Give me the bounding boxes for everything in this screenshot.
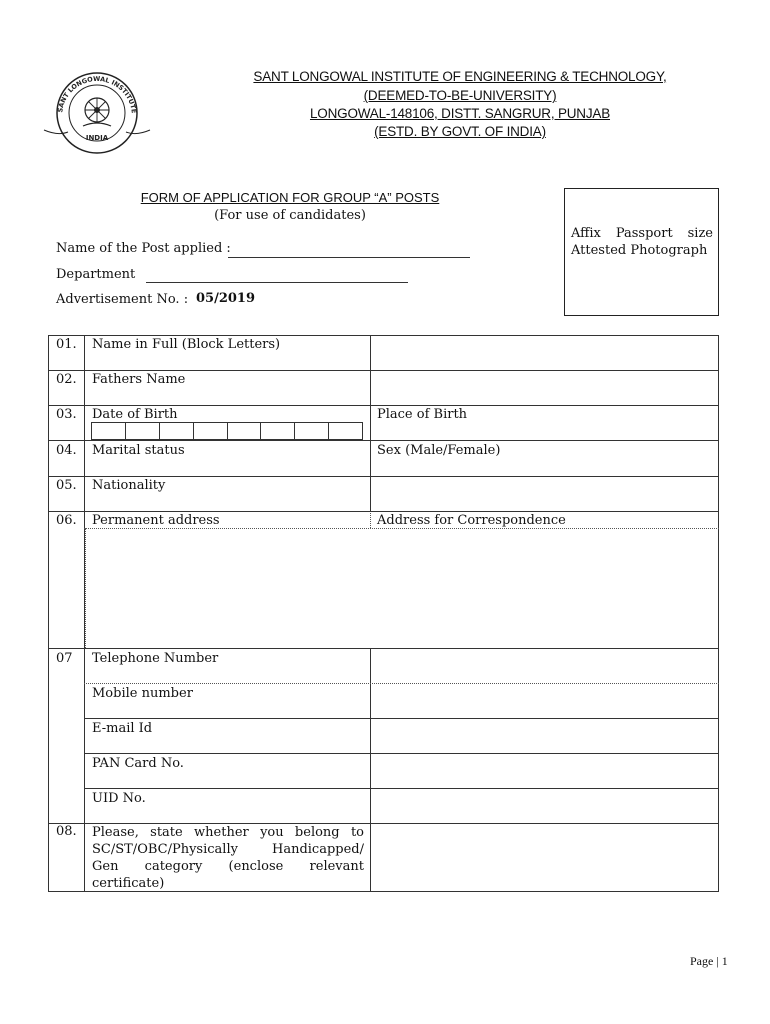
uid-label: UID No. (92, 791, 146, 806)
department-label: Department (56, 267, 136, 282)
permanent-address-label: Permanent address (92, 513, 220, 528)
row-number: 02. (56, 372, 77, 387)
photo-box (564, 188, 719, 316)
row-number: 03. (56, 407, 77, 422)
row-number: 07 (56, 651, 73, 666)
page-number: Page | 1 (690, 954, 728, 968)
dob-digit-box[interactable] (228, 423, 262, 439)
dob-digit-box[interactable] (295, 423, 329, 439)
full-name-label: Name in Full (Block Letters) (92, 337, 281, 352)
form-title: FORM OF APPLICATION FOR GROUP “A” POSTS (140, 190, 440, 205)
photo-instruction-line1: Affix Passport size (571, 226, 713, 241)
post-applied-label: Name of the Post applied : (56, 241, 231, 256)
svg-text:SANT LONGOWAL INSTITUTE OF ENG (38, 68, 138, 116)
dob-digit-box[interactable] (261, 423, 295, 439)
dob-digit-box[interactable] (126, 423, 160, 439)
email-label: E-mail Id (92, 721, 153, 736)
dob-digit-box[interactable] (194, 423, 228, 439)
row-number: 04. (56, 443, 77, 458)
dob-digit-box[interactable] (160, 423, 194, 439)
mobile-label: Mobile number (92, 686, 193, 701)
advertisement-label: Advertisement No. : (56, 292, 189, 307)
correspondence-address-label: Address for Correspondence (377, 513, 566, 528)
nationality-label: Nationality (92, 478, 166, 493)
photo-instruction-line2: Attested Photograph (571, 243, 708, 258)
category-question: Please, state whether you belong to SC/ST/OBC/Physically Handicapped/ Gen category (enclose relevant certificate) (92, 825, 364, 891)
full-name-field[interactable] (371, 336, 717, 369)
row-number: 05. (56, 478, 77, 493)
form-subtitle: (For use of candidates) (214, 208, 366, 223)
institute-address: LONGOWAL-148106, DISTT. SANGRUR, PUNJAB (309, 106, 611, 121)
sex-label: Sex (Male/Female) (377, 443, 501, 458)
telephone-label: Telephone Number (92, 651, 219, 666)
dob-digit-box[interactable] (329, 423, 362, 439)
correspondence-address-field[interactable] (371, 530, 717, 647)
row-number: 08. (56, 824, 77, 839)
university-status: (DEEMED-TO-BE-UNIVERSITY) (363, 88, 557, 103)
institute-logo (38, 68, 156, 158)
advertisement-value: 05/2019 (196, 291, 256, 306)
logo-ring-text: SANT LONGOWAL INSTITUTE (56, 74, 138, 114)
dob-digit-box[interactable] (92, 423, 126, 439)
department-field[interactable] (146, 282, 408, 283)
post-applied-field[interactable] (228, 257, 470, 258)
date-of-birth-boxes (91, 422, 363, 440)
fathers-name-label: Fathers Name (92, 372, 186, 387)
application-table (48, 335, 719, 892)
permanent-address-field[interactable] (86, 530, 369, 647)
row-number: 06. (56, 513, 77, 528)
marital-status-label: Marital status (92, 443, 185, 458)
logo-india-text: INDIA (85, 134, 109, 142)
date-of-birth-label: Date of Birth (92, 407, 178, 422)
nationality-field[interactable] (371, 477, 717, 510)
institute-name: SANT LONGOWAL INSTITUTE OF ENGINEERING & TECHNOLOGY, (253, 69, 667, 84)
place-of-birth-label: Place of Birth (377, 407, 468, 422)
category-field[interactable] (371, 824, 717, 890)
fathers-name-field[interactable] (371, 371, 717, 404)
pan-label: PAN Card No. (92, 756, 184, 771)
established-note: (ESTD. BY GOVT. OF INDIA) (374, 124, 546, 139)
row-number: 01. (56, 337, 77, 352)
